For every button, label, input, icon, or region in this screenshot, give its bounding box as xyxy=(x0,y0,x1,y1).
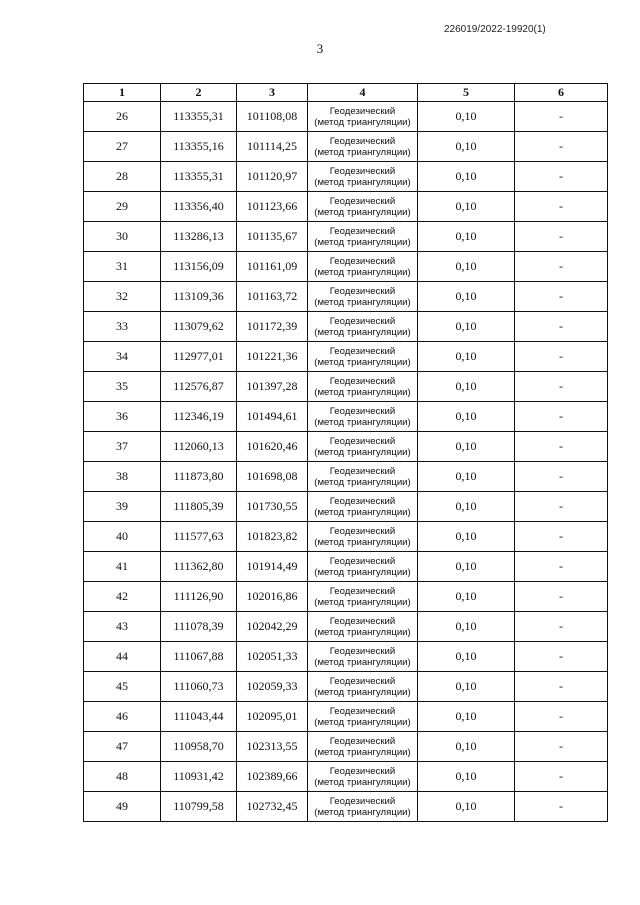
method-cell xyxy=(308,582,418,612)
method-line-1: Геодезический xyxy=(329,795,396,807)
point-number-cell: 40 xyxy=(84,522,161,552)
note-cell: - xyxy=(515,462,608,492)
note-cell: - xyxy=(515,732,608,762)
note-cell: - xyxy=(515,762,608,792)
method-line-1: Геодезический xyxy=(329,705,396,717)
method-line-2: (метод триангуляции) xyxy=(314,206,411,218)
table-row xyxy=(84,162,608,192)
method-line-1: Геодезический xyxy=(329,315,396,327)
note-cell: - xyxy=(515,222,608,252)
note-cell: - xyxy=(515,102,608,132)
table-row xyxy=(84,702,608,732)
note-cell: - xyxy=(515,252,608,282)
accuracy-cell: 0,10 xyxy=(418,372,515,402)
note-cell: - xyxy=(515,132,608,162)
method-line-1: Геодезический xyxy=(329,615,396,627)
note-cell: - xyxy=(515,702,608,732)
coordinates-table xyxy=(83,83,608,822)
method-line-2: (метод триангуляции) xyxy=(314,146,411,158)
method-line-1: Геодезический xyxy=(329,555,396,567)
note-cell: - xyxy=(515,522,608,552)
table-row xyxy=(84,192,608,222)
accuracy-cell: 0,10 xyxy=(418,342,515,372)
x-coordinate-cell: 113355,31 xyxy=(161,102,237,132)
point-number-cell: 28 xyxy=(84,162,161,192)
page-number: 3 xyxy=(316,41,324,56)
accuracy-cell: 0,10 xyxy=(418,732,515,762)
point-number-cell: 36 xyxy=(84,402,161,432)
column-header: 5 xyxy=(418,84,515,102)
note-cell: - xyxy=(515,372,608,402)
method-line-2: (метод триангуляции) xyxy=(314,596,411,608)
y-coordinate-cell: 102389,66 xyxy=(237,762,308,792)
accuracy-cell: 0,10 xyxy=(418,642,515,672)
method-line-2: (метод триангуляции) xyxy=(314,566,411,578)
x-coordinate-cell: 113079,62 xyxy=(161,312,237,342)
y-coordinate-cell: 101163,72 xyxy=(237,282,308,312)
method-line-1: Геодезический xyxy=(329,525,396,537)
method-cell xyxy=(308,522,418,552)
column-header: 2 xyxy=(161,84,237,102)
accuracy-cell: 0,10 xyxy=(418,192,515,222)
method-cell xyxy=(308,642,418,672)
y-coordinate-cell: 101823,82 xyxy=(237,522,308,552)
method-line-1: Геодезический xyxy=(329,195,396,207)
method-cell xyxy=(308,402,418,432)
method-cell xyxy=(308,162,418,192)
method-line-2: (метод триангуляции) xyxy=(314,236,411,248)
method-line-2: (метод триангуляции) xyxy=(314,716,411,728)
point-number-cell: 42 xyxy=(84,582,161,612)
x-coordinate-cell: 113109,36 xyxy=(161,282,237,312)
note-cell: - xyxy=(515,582,608,612)
method-line-2: (метод триангуляции) xyxy=(314,656,411,668)
table-row xyxy=(84,222,608,252)
table-row xyxy=(84,282,608,312)
point-number-cell: 34 xyxy=(84,342,161,372)
accuracy-cell: 0,10 xyxy=(418,252,515,282)
accuracy-cell: 0,10 xyxy=(418,462,515,492)
method-cell xyxy=(308,132,418,162)
accuracy-cell: 0,10 xyxy=(418,612,515,642)
accuracy-cell: 0,10 xyxy=(418,582,515,612)
y-coordinate-cell: 101221,36 xyxy=(237,342,308,372)
column-header: 1 xyxy=(84,84,161,102)
document-number: 226019/2022-19920(1) xyxy=(444,24,546,35)
method-cell xyxy=(308,732,418,762)
method-line-2: (метод триангуляции) xyxy=(314,116,411,128)
point-number-cell: 37 xyxy=(84,432,161,462)
y-coordinate-cell: 101914,49 xyxy=(237,552,308,582)
method-cell xyxy=(308,252,418,282)
point-number-cell: 48 xyxy=(84,762,161,792)
accuracy-cell: 0,10 xyxy=(418,432,515,462)
method-cell xyxy=(308,282,418,312)
x-coordinate-cell: 113356,40 xyxy=(161,192,237,222)
y-coordinate-cell: 101161,09 xyxy=(237,252,308,282)
method-cell xyxy=(308,792,418,822)
method-line-2: (метод триангуляции) xyxy=(314,686,411,698)
accuracy-cell: 0,10 xyxy=(418,102,515,132)
x-coordinate-cell: 113156,09 xyxy=(161,252,237,282)
y-coordinate-cell: 102095,01 xyxy=(237,702,308,732)
x-coordinate-cell: 111067,88 xyxy=(161,642,237,672)
x-coordinate-cell: 112346,19 xyxy=(161,402,237,432)
accuracy-cell: 0,10 xyxy=(418,222,515,252)
method-cell xyxy=(308,192,418,222)
point-number-cell: 43 xyxy=(84,612,161,642)
x-coordinate-cell: 110958,70 xyxy=(161,732,237,762)
note-cell: - xyxy=(515,552,608,582)
note-cell: - xyxy=(515,342,608,372)
accuracy-cell: 0,10 xyxy=(418,702,515,732)
note-cell: - xyxy=(515,432,608,462)
table-row xyxy=(84,762,608,792)
column-header: 3 xyxy=(237,84,308,102)
method-cell xyxy=(308,342,418,372)
y-coordinate-cell: 101120,97 xyxy=(237,162,308,192)
note-cell: - xyxy=(515,612,608,642)
table-row xyxy=(84,642,608,672)
table-row xyxy=(84,582,608,612)
method-line-2: (метод триангуляции) xyxy=(314,506,411,518)
method-cell xyxy=(308,312,418,342)
table-row xyxy=(84,792,608,822)
method-cell xyxy=(308,462,418,492)
method-line-2: (метод триангуляции) xyxy=(314,176,411,188)
method-line-2: (метод триангуляции) xyxy=(314,416,411,428)
x-coordinate-cell: 111043,44 xyxy=(161,702,237,732)
point-number-cell: 47 xyxy=(84,732,161,762)
method-cell xyxy=(308,372,418,402)
method-line-1: Геодезический xyxy=(329,765,396,777)
y-coordinate-cell: 102059,33 xyxy=(237,672,308,702)
point-number-cell: 44 xyxy=(84,642,161,672)
point-number-cell: 31 xyxy=(84,252,161,282)
x-coordinate-cell: 111577,63 xyxy=(161,522,237,552)
point-number-cell: 38 xyxy=(84,462,161,492)
table-row xyxy=(84,102,608,132)
y-coordinate-cell: 102313,55 xyxy=(237,732,308,762)
x-coordinate-cell: 111362,80 xyxy=(161,552,237,582)
note-cell: - xyxy=(515,402,608,432)
accuracy-cell: 0,10 xyxy=(418,492,515,522)
point-number-cell: 27 xyxy=(84,132,161,162)
accuracy-cell: 0,10 xyxy=(418,792,515,822)
y-coordinate-cell: 101172,39 xyxy=(237,312,308,342)
accuracy-cell: 0,10 xyxy=(418,132,515,162)
method-line-2: (метод триангуляции) xyxy=(314,536,411,548)
x-coordinate-cell: 112576,87 xyxy=(161,372,237,402)
point-number-cell: 41 xyxy=(84,552,161,582)
note-cell: - xyxy=(515,162,608,192)
method-cell xyxy=(308,612,418,642)
y-coordinate-cell: 101730,55 xyxy=(237,492,308,522)
note-cell: - xyxy=(515,282,608,312)
method-line-1: Геодезический xyxy=(329,675,396,687)
method-line-1: Геодезический xyxy=(329,585,396,597)
point-number-cell: 49 xyxy=(84,792,161,822)
method-line-1: Геодезический xyxy=(329,465,396,477)
x-coordinate-cell: 111873,80 xyxy=(161,462,237,492)
method-line-1: Геодезический xyxy=(329,405,396,417)
method-cell xyxy=(308,432,418,462)
column-header: 4 xyxy=(308,84,418,102)
point-number-cell: 30 xyxy=(84,222,161,252)
x-coordinate-cell: 111060,73 xyxy=(161,672,237,702)
method-line-1: Геодезический xyxy=(329,345,396,357)
point-number-cell: 32 xyxy=(84,282,161,312)
method-line-1: Геодезический xyxy=(329,135,396,147)
method-line-1: Геодезический xyxy=(329,375,396,387)
y-coordinate-cell: 101108,08 xyxy=(237,102,308,132)
point-number-cell: 39 xyxy=(84,492,161,522)
table-row xyxy=(84,522,608,552)
accuracy-cell: 0,10 xyxy=(418,552,515,582)
note-cell: - xyxy=(515,192,608,222)
note-cell: - xyxy=(515,672,608,702)
method-cell xyxy=(308,762,418,792)
table-row xyxy=(84,342,608,372)
table-row xyxy=(84,732,608,762)
method-line-2: (метод триангуляции) xyxy=(314,266,411,278)
y-coordinate-cell: 101135,67 xyxy=(237,222,308,252)
method-line-1: Геодезический xyxy=(329,165,396,177)
method-line-2: (метод триангуляции) xyxy=(314,446,411,458)
y-coordinate-cell: 102051,33 xyxy=(237,642,308,672)
x-coordinate-cell: 110799,58 xyxy=(161,792,237,822)
table-row xyxy=(84,252,608,282)
accuracy-cell: 0,10 xyxy=(418,762,515,792)
method-line-2: (метод триангуляции) xyxy=(314,356,411,368)
method-line-2: (метод триангуляции) xyxy=(314,386,411,398)
point-number-cell: 26 xyxy=(84,102,161,132)
table-body xyxy=(84,102,608,822)
column-header: 6 xyxy=(515,84,608,102)
method-cell xyxy=(308,102,418,132)
accuracy-cell: 0,10 xyxy=(418,282,515,312)
accuracy-cell: 0,10 xyxy=(418,162,515,192)
table-row xyxy=(84,312,608,342)
table-row xyxy=(84,462,608,492)
table-row xyxy=(84,132,608,162)
x-coordinate-cell: 111078,39 xyxy=(161,612,237,642)
x-coordinate-cell: 113355,31 xyxy=(161,162,237,192)
x-coordinate-cell: 112060,13 xyxy=(161,432,237,462)
x-coordinate-cell: 113355,16 xyxy=(161,132,237,162)
note-cell: - xyxy=(515,792,608,822)
table-header-row xyxy=(84,84,608,102)
method-line-2: (метод триангуляции) xyxy=(314,806,411,818)
method-line-1: Геодезический xyxy=(329,255,396,267)
accuracy-cell: 0,10 xyxy=(418,522,515,552)
accuracy-cell: 0,10 xyxy=(418,402,515,432)
note-cell: - xyxy=(515,312,608,342)
y-coordinate-cell: 101397,28 xyxy=(237,372,308,402)
method-line-1: Геодезический xyxy=(329,435,396,447)
y-coordinate-cell: 101494,61 xyxy=(237,402,308,432)
note-cell: - xyxy=(515,642,608,672)
table-row xyxy=(84,402,608,432)
method-line-2: (метод триангуляции) xyxy=(314,746,411,758)
x-coordinate-cell: 110931,42 xyxy=(161,762,237,792)
method-line-2: (метод триангуляции) xyxy=(314,296,411,308)
method-cell xyxy=(308,222,418,252)
y-coordinate-cell: 101123,66 xyxy=(237,192,308,222)
point-number-cell: 29 xyxy=(84,192,161,222)
x-coordinate-cell: 113286,13 xyxy=(161,222,237,252)
accuracy-cell: 0,10 xyxy=(418,312,515,342)
y-coordinate-cell: 102732,45 xyxy=(237,792,308,822)
table-row xyxy=(84,552,608,582)
method-line-1: Геодезический xyxy=(329,495,396,507)
y-coordinate-cell: 101114,25 xyxy=(237,132,308,162)
note-cell: - xyxy=(515,492,608,522)
table-row xyxy=(84,372,608,402)
y-coordinate-cell: 101620,46 xyxy=(237,432,308,462)
y-coordinate-cell: 101698,08 xyxy=(237,462,308,492)
table-row xyxy=(84,612,608,642)
method-line-2: (метод триангуляции) xyxy=(314,626,411,638)
point-number-cell: 45 xyxy=(84,672,161,702)
table-row xyxy=(84,432,608,462)
table-row xyxy=(84,492,608,522)
method-line-1: Геодезический xyxy=(329,735,396,747)
method-line-1: Геодезический xyxy=(329,225,396,237)
method-line-2: (метод триангуляции) xyxy=(314,776,411,788)
x-coordinate-cell: 111126,90 xyxy=(161,582,237,612)
x-coordinate-cell: 112977,01 xyxy=(161,342,237,372)
y-coordinate-cell: 102016,86 xyxy=(237,582,308,612)
method-line-1: Геодезический xyxy=(329,285,396,297)
method-cell xyxy=(308,552,418,582)
method-line-2: (метод триангуляции) xyxy=(314,326,411,338)
point-number-cell: 46 xyxy=(84,702,161,732)
y-coordinate-cell: 102042,29 xyxy=(237,612,308,642)
accuracy-cell: 0,10 xyxy=(418,672,515,702)
point-number-cell: 33 xyxy=(84,312,161,342)
method-line-1: Геодезический xyxy=(329,105,396,117)
method-cell xyxy=(308,492,418,522)
method-cell xyxy=(308,702,418,732)
method-cell xyxy=(308,672,418,702)
x-coordinate-cell: 111805,39 xyxy=(161,492,237,522)
table-row xyxy=(84,672,608,702)
point-number-cell: 35 xyxy=(84,372,161,402)
method-line-1: Геодезический xyxy=(329,645,396,657)
method-line-2: (метод триангуляции) xyxy=(314,476,411,488)
